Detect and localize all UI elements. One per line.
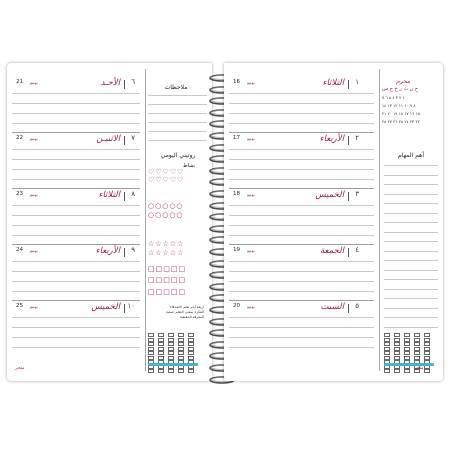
mini-table-cell[interactable] <box>424 369 430 373</box>
day-month-label: يونيو <box>30 80 38 85</box>
mini-table-cell[interactable] <box>384 333 390 337</box>
day-block <box>229 301 374 357</box>
writing-line[interactable] <box>229 327 374 328</box>
mini-table-cell[interactable] <box>178 338 184 342</box>
mini-table-cell[interactable] <box>424 338 430 342</box>
mini-table-column <box>148 333 153 374</box>
day-date: 20 <box>233 303 240 309</box>
day-separator <box>348 304 349 313</box>
task-line[interactable] <box>384 165 438 166</box>
day-separator <box>124 192 125 201</box>
mini-table-footer-bar <box>148 363 198 366</box>
writing-line[interactable] <box>229 205 374 206</box>
mini-table-cell[interactable] <box>158 333 164 337</box>
mini-table-cell[interactable] <box>384 347 390 351</box>
writing-line[interactable] <box>229 271 374 272</box>
task-line[interactable] <box>384 184 438 185</box>
notes-line[interactable] <box>148 140 207 141</box>
mini-table-left <box>148 333 200 369</box>
task-line[interactable] <box>384 279 438 280</box>
day-number: ٣ <box>355 190 359 198</box>
writing-line[interactable] <box>229 215 374 216</box>
day-name: الجمعة <box>319 246 344 256</box>
calendar-row-1: ١ ٢ ٣ ٤ ٥ ٦ ٧ <box>382 95 405 100</box>
day-name: الأربعاء <box>95 246 120 256</box>
brand-logo-left: متجر <box>15 366 25 371</box>
calendar-row-2: ٨ ٩ ١٠ ١١ ١٢ ١٣ ١٤ <box>382 103 416 108</box>
mini-table-cell[interactable] <box>404 356 410 360</box>
mini-table-column <box>178 333 183 374</box>
mini-table-cell[interactable] <box>414 347 420 351</box>
day-date: 17 <box>233 135 240 141</box>
squares-row-1[interactable]: □□□□□ <box>148 265 187 273</box>
writing-line[interactable] <box>12 179 140 180</box>
writing-line[interactable] <box>229 225 374 226</box>
writing-line[interactable] <box>229 123 374 124</box>
writing-line[interactable] <box>12 327 140 328</box>
notes-line[interactable] <box>148 122 207 123</box>
task-line[interactable] <box>384 213 438 214</box>
day-number: ٢ <box>355 134 359 142</box>
writing-line[interactable] <box>12 113 140 114</box>
mini-table-cell[interactable] <box>404 369 410 373</box>
day-month-label: يونيو <box>30 136 38 141</box>
task-line[interactable] <box>384 289 438 290</box>
day-header <box>229 133 374 147</box>
mini-table-cell[interactable] <box>158 338 164 342</box>
mini-table-cell[interactable] <box>394 342 400 346</box>
writing-line[interactable] <box>229 103 374 104</box>
day-date: 25 <box>16 303 23 309</box>
writing-line[interactable] <box>12 281 140 282</box>
day-number: ٦ <box>131 78 135 86</box>
mini-table-cell[interactable] <box>158 351 164 355</box>
task-line[interactable] <box>384 241 438 242</box>
day-name: الثلاثاء <box>98 190 120 200</box>
day-number: ٩ <box>131 246 135 254</box>
mini-table-cell[interactable] <box>404 342 410 346</box>
notes-line[interactable] <box>148 104 207 105</box>
mini-table-cell[interactable] <box>384 356 390 360</box>
squares-row-2[interactable]: □□□□□ <box>148 276 187 284</box>
day-date: 16 <box>233 79 240 85</box>
writing-line[interactable] <box>12 291 140 292</box>
writing-line[interactable] <box>229 261 374 262</box>
day-header <box>12 245 140 259</box>
day-block <box>229 77 374 133</box>
routine-sub: نشاط <box>183 163 195 169</box>
mini-table-cell[interactable] <box>178 333 184 337</box>
mini-table-cell[interactable] <box>394 356 400 360</box>
writing-line[interactable] <box>229 159 374 160</box>
writing-line[interactable] <box>229 93 374 94</box>
day-name: الثلاثاء <box>322 78 344 88</box>
mini-table-cell[interactable] <box>178 342 184 346</box>
day-date: 24 <box>16 247 23 253</box>
day-block <box>12 301 140 357</box>
day-header <box>12 77 140 91</box>
mini-table-cell[interactable] <box>168 351 174 355</box>
day-header <box>229 77 374 91</box>
mini-table-cell[interactable] <box>158 342 164 346</box>
mini-table-cell[interactable] <box>158 356 164 360</box>
notes-line[interactable] <box>148 113 207 114</box>
mini-table-cell[interactable] <box>394 369 400 373</box>
day-block <box>12 189 140 245</box>
writing-line[interactable] <box>12 123 140 124</box>
mini-table-cell[interactable] <box>414 351 420 355</box>
day-header <box>229 301 374 315</box>
mini-table-cell[interactable] <box>148 369 154 373</box>
mini-table-cell[interactable] <box>414 338 420 342</box>
mini-table-cell[interactable] <box>168 342 174 346</box>
day-date: 19 <box>233 247 240 253</box>
day-name: الخميس <box>315 190 344 200</box>
writing-line[interactable] <box>229 169 374 170</box>
notes-title: ملاحظات <box>164 84 188 91</box>
day-header <box>12 189 140 203</box>
mini-table-cell[interactable] <box>384 342 390 346</box>
task-line[interactable] <box>384 327 438 328</box>
day-name: الاثنيـن <box>96 134 120 144</box>
writing-line[interactable] <box>12 149 140 150</box>
writing-line[interactable] <box>12 159 140 160</box>
notes-line[interactable] <box>148 95 207 96</box>
day-date: 23 <box>16 191 23 197</box>
mini-table-cell[interactable] <box>404 351 410 355</box>
mini-table-cell[interactable] <box>188 333 194 337</box>
day-separator <box>124 304 125 313</box>
mini-table-cell[interactable] <box>148 356 154 360</box>
writing-line[interactable] <box>12 93 140 94</box>
day-name: السبت <box>320 302 344 312</box>
mini-table-cell[interactable] <box>394 347 400 351</box>
hearts-row-2[interactable]: ♡♡♡♡♡ <box>148 176 185 184</box>
day-number: ٤ <box>355 246 359 254</box>
mini-table-cell[interactable] <box>168 347 174 351</box>
day-header <box>12 301 140 315</box>
writing-line[interactable] <box>229 291 374 292</box>
mini-table-cell[interactable] <box>148 347 154 351</box>
day-block <box>12 133 140 189</box>
task-line[interactable] <box>384 194 438 195</box>
mini-table-cell[interactable] <box>188 369 194 373</box>
mini-table-footer-bar <box>384 363 434 366</box>
notes-line[interactable] <box>148 131 207 132</box>
day-date: 18 <box>233 191 240 197</box>
mini-table-cell[interactable] <box>414 342 420 346</box>
task-line[interactable] <box>384 270 438 271</box>
day-separator <box>348 136 349 145</box>
mini-table-cell[interactable] <box>188 347 194 351</box>
mini-table-cell[interactable] <box>424 342 430 346</box>
writing-line[interactable] <box>12 317 140 318</box>
mini-table-cell[interactable] <box>178 369 184 373</box>
brand-logo-right: متجر <box>414 366 424 371</box>
day-separator <box>124 248 125 257</box>
day-number: ٥ <box>355 302 359 310</box>
day-separator <box>348 80 349 89</box>
task-line[interactable] <box>384 203 438 204</box>
task-line[interactable] <box>384 298 438 299</box>
mini-table-cell[interactable] <box>188 356 194 360</box>
notes-divider <box>145 69 146 371</box>
day-month-label: يونيو <box>30 192 38 197</box>
day-month-label: يونيو <box>247 80 255 85</box>
mini-table-cell[interactable] <box>414 333 420 337</box>
stars-row-1[interactable]: ☆☆☆☆☆ <box>148 240 185 248</box>
mini-table-column <box>404 333 409 374</box>
task-line[interactable] <box>384 251 438 252</box>
day-month-label: يونيو <box>247 304 255 309</box>
writing-line[interactable] <box>12 271 140 272</box>
tasks-title: أهم المهام <box>397 152 424 159</box>
calendar-weekdays: ح ن ث ر خ ج س <box>382 86 419 92</box>
mini-table-cell[interactable] <box>384 338 390 342</box>
mini-table-cell[interactable] <box>384 351 390 355</box>
mini-table-cell[interactable] <box>148 333 154 337</box>
mini-table-cell[interactable] <box>178 356 184 360</box>
mini-table-column <box>424 333 429 374</box>
mini-table-cell[interactable] <box>148 338 154 342</box>
writing-line[interactable] <box>229 149 374 150</box>
mini-table-cell[interactable] <box>404 338 410 342</box>
day-date: 21 <box>16 79 23 85</box>
writing-line[interactable] <box>229 337 374 338</box>
day-separator <box>124 136 125 145</box>
day-header <box>229 245 374 259</box>
mini-table-cell[interactable] <box>148 351 154 355</box>
task-line[interactable] <box>384 222 438 223</box>
day-date: 22 <box>16 135 23 141</box>
stars-row-2[interactable]: ☆☆☆☆☆ <box>148 249 185 257</box>
mini-table-cell[interactable] <box>158 347 164 351</box>
mini-table-cell[interactable] <box>394 333 400 337</box>
day-name: الأربعاء <box>319 134 344 144</box>
writing-line[interactable] <box>12 103 140 104</box>
day-month-label: يونيو <box>247 192 255 197</box>
routine-title: روتيني اليومي <box>160 152 196 159</box>
mini-table-cell[interactable] <box>384 369 390 373</box>
mini-table-column <box>384 333 389 374</box>
mini-table-column <box>188 333 193 374</box>
day-header <box>12 133 140 147</box>
day-separator <box>124 80 125 89</box>
mini-table-cell[interactable] <box>404 333 410 337</box>
note-text-3: المعرفة الحقيقية <box>179 315 204 319</box>
task-line[interactable] <box>384 317 438 318</box>
day-name: الخميس <box>91 302 120 312</box>
task-line[interactable] <box>384 260 438 261</box>
task-line[interactable] <box>384 308 438 309</box>
day-month-label: يونيو <box>30 248 38 253</box>
mini-table-cell[interactable] <box>394 338 400 342</box>
mini-table-column <box>158 333 163 374</box>
writing-line[interactable] <box>12 261 140 262</box>
day-month-label: يونيو <box>247 248 255 253</box>
day-month-label: يونيو <box>30 304 38 309</box>
squares-row-3[interactable]: □□□□□ <box>148 288 187 296</box>
day-block <box>229 133 374 189</box>
calendar-row-4: ٢٢ ٢٣ ٢٤ ٢٥ ٢٦ ٢٧ ٢٨ <box>382 119 420 124</box>
mini-table-cell[interactable] <box>168 369 174 373</box>
mini-table-cell[interactable] <box>424 333 430 337</box>
writing-line[interactable] <box>12 235 140 236</box>
mini-table-cell[interactable] <box>424 351 430 355</box>
day-separator <box>348 192 349 201</box>
day-name: الأحـد <box>100 78 120 88</box>
mini-table-cell[interactable] <box>404 347 410 351</box>
day-block <box>229 189 374 245</box>
writing-line[interactable] <box>229 113 374 114</box>
writing-line[interactable] <box>12 215 140 216</box>
mini-table-cell[interactable] <box>414 356 420 360</box>
right-page <box>224 63 443 381</box>
note-text-2: الفكرة بمعنى التعلم عملية <box>166 310 204 314</box>
mini-table-cell[interactable] <box>148 342 154 346</box>
mini-table-cell[interactable] <box>168 333 174 337</box>
mini-table-cell[interactable] <box>394 351 400 355</box>
mini-table-column <box>394 333 399 374</box>
mini-table-cell[interactable] <box>168 356 174 360</box>
day-separator <box>348 248 349 257</box>
tasks-divider <box>379 69 380 371</box>
left-page <box>7 63 212 381</box>
mini-table-right <box>384 333 436 369</box>
writing-line[interactable] <box>12 225 140 226</box>
mini-table-cell[interactable] <box>424 356 430 360</box>
mini-table-cell[interactable] <box>188 342 194 346</box>
writing-line[interactable] <box>229 179 374 180</box>
mini-table-cell[interactable] <box>424 347 430 351</box>
note-text-1: اربعة أيام تعلم الاصدقاء <box>169 305 204 309</box>
writing-line[interactable] <box>229 347 374 348</box>
calendar-title: محرم <box>396 78 411 85</box>
calendar-row-3: ١٥ ١٦ ١٧ ١٨ ١٩ ٢٠ ٢١ <box>382 111 420 116</box>
writing-line[interactable] <box>12 169 140 170</box>
writing-line[interactable] <box>12 337 140 338</box>
mini-table-cell[interactable] <box>168 338 174 342</box>
mini-table-cell[interactable] <box>188 351 194 355</box>
mini-table-cell[interactable] <box>188 338 194 342</box>
writing-line[interactable] <box>229 235 374 236</box>
task-line[interactable] <box>384 175 438 176</box>
mini-table-cell[interactable] <box>178 347 184 351</box>
mini-table-cell[interactable] <box>178 351 184 355</box>
writing-line[interactable] <box>229 317 374 318</box>
day-block <box>12 245 140 301</box>
day-number: ١٠ <box>127 302 135 310</box>
writing-line[interactable] <box>229 281 374 282</box>
day-header <box>229 189 374 203</box>
circles-row-1[interactable]: ○○○○○ <box>148 202 184 210</box>
writing-line[interactable] <box>12 205 140 206</box>
mini-table-column <box>168 333 173 374</box>
writing-line[interactable] <box>12 347 140 348</box>
day-number: ٧ <box>131 134 135 142</box>
circles-row-2[interactable]: ○○○○○ <box>148 211 184 219</box>
day-block <box>12 77 140 133</box>
task-line[interactable] <box>384 232 438 233</box>
day-block <box>229 245 374 301</box>
day-number: ١ <box>355 78 359 86</box>
day-number: ٨ <box>131 190 135 198</box>
hearts-row-1[interactable]: ♡♡♡♡♡ <box>148 168 185 176</box>
mini-table-cell[interactable] <box>158 369 164 373</box>
day-month-label: يونيو <box>247 136 255 141</box>
